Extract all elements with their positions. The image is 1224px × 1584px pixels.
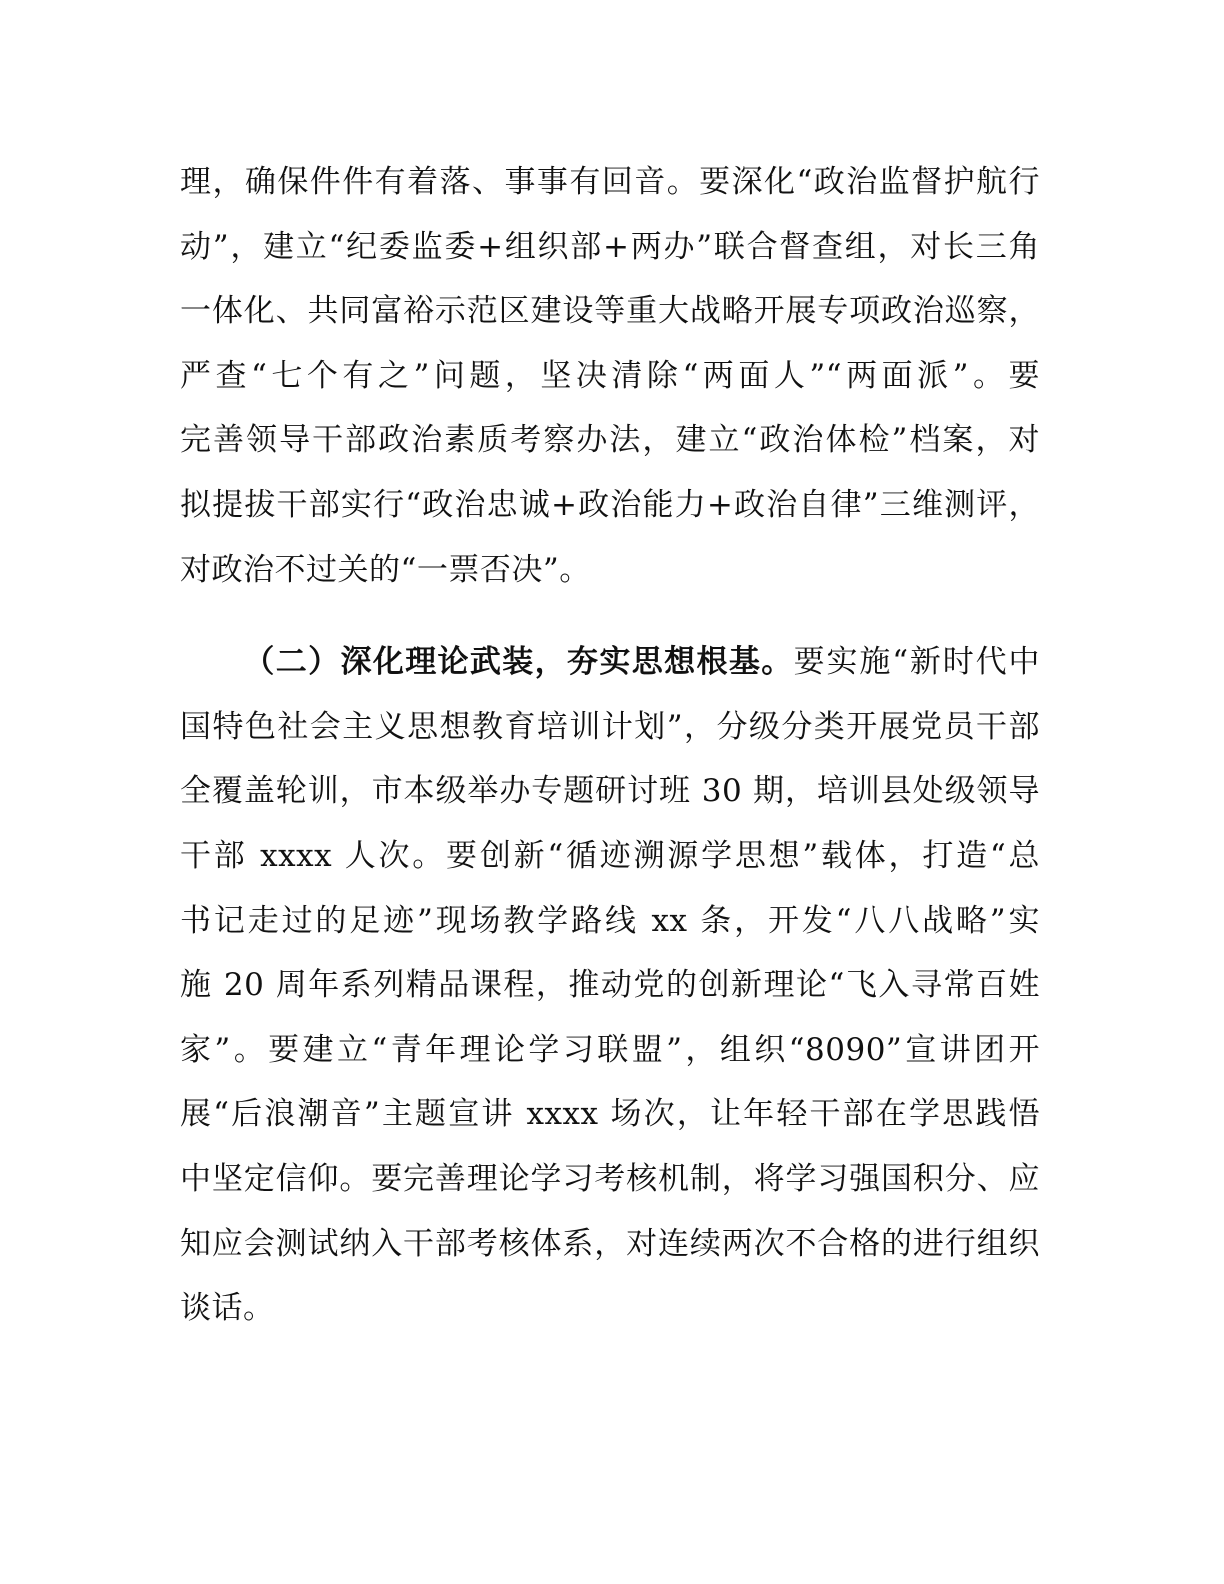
text-line: 全覆盖轮训，市本级举办专题研讨班 30 期，培训县处级领导	[180, 773, 1040, 810]
text-line: 家”。要建立“青年理论学习联盟”，组织“8090”宣讲团开	[180, 1031, 1040, 1068]
text-line: 知应会测试纳入干部考核体系，对连续两次不合格的进行组织	[180, 1225, 1040, 1262]
document-page	[180, 150, 1040, 1341]
text-line: 中坚定信仰。要完善理论学习考核机制，将学习强国积分、应	[180, 1160, 1040, 1197]
paragraph-section-two	[180, 630, 1040, 1341]
text-line: 国特色社会主义思想教育培训计划”，分级分类开展党员干部	[180, 708, 1040, 745]
text-line: 展“后浪潮音”主题宣讲 xxxx 场次，让年轻干部在学思践悟	[180, 1096, 1040, 1133]
text-line: 干部 xxxx 人次。要创新“循迹溯源学思想”载体，打造“总	[180, 837, 1040, 874]
section-heading: （二）深化理论武装，夯实思想根基。	[242, 644, 794, 681]
text-line: 一体化、共同富裕示范区建设等重大战略开展专项政治巡察，	[180, 293, 1040, 330]
text-line: 动”，建立“纪委监委+组织部+两办”联合督查组，对长三角	[180, 228, 1040, 265]
paragraph-continuation	[180, 150, 1040, 602]
paragraph-spacer	[180, 602, 1040, 630]
text-line: 对政治不过关的“一票否决”。	[180, 551, 591, 588]
text-line: 理，确保件件有着落、事事有回音。要深化“政治监督护航行	[180, 164, 1040, 200]
section-first-line-text: 要实施“新时代中	[793, 644, 1040, 681]
text-line: 书记走过的足迹”现场教学路线 xx 条，开发“八八战略”实	[180, 902, 1040, 939]
text-line: 严查“七个有之”问题，坚决清除“两面人”“两面派”。要	[180, 357, 1040, 394]
text-line: 完善领导干部政治素质考察办法，建立“政治体检”档案，对	[180, 422, 1040, 459]
text-line: 谈话。	[180, 1290, 275, 1327]
text-line: 施 20 周年系列精品课程，推动党的创新理论“飞入寻常百姓	[180, 967, 1040, 1004]
section-first-line	[180, 630, 1040, 695]
text-line: 拟提拔干部实行“政治忠诚+政治能力+政治自律”三维测评，	[180, 486, 1040, 523]
